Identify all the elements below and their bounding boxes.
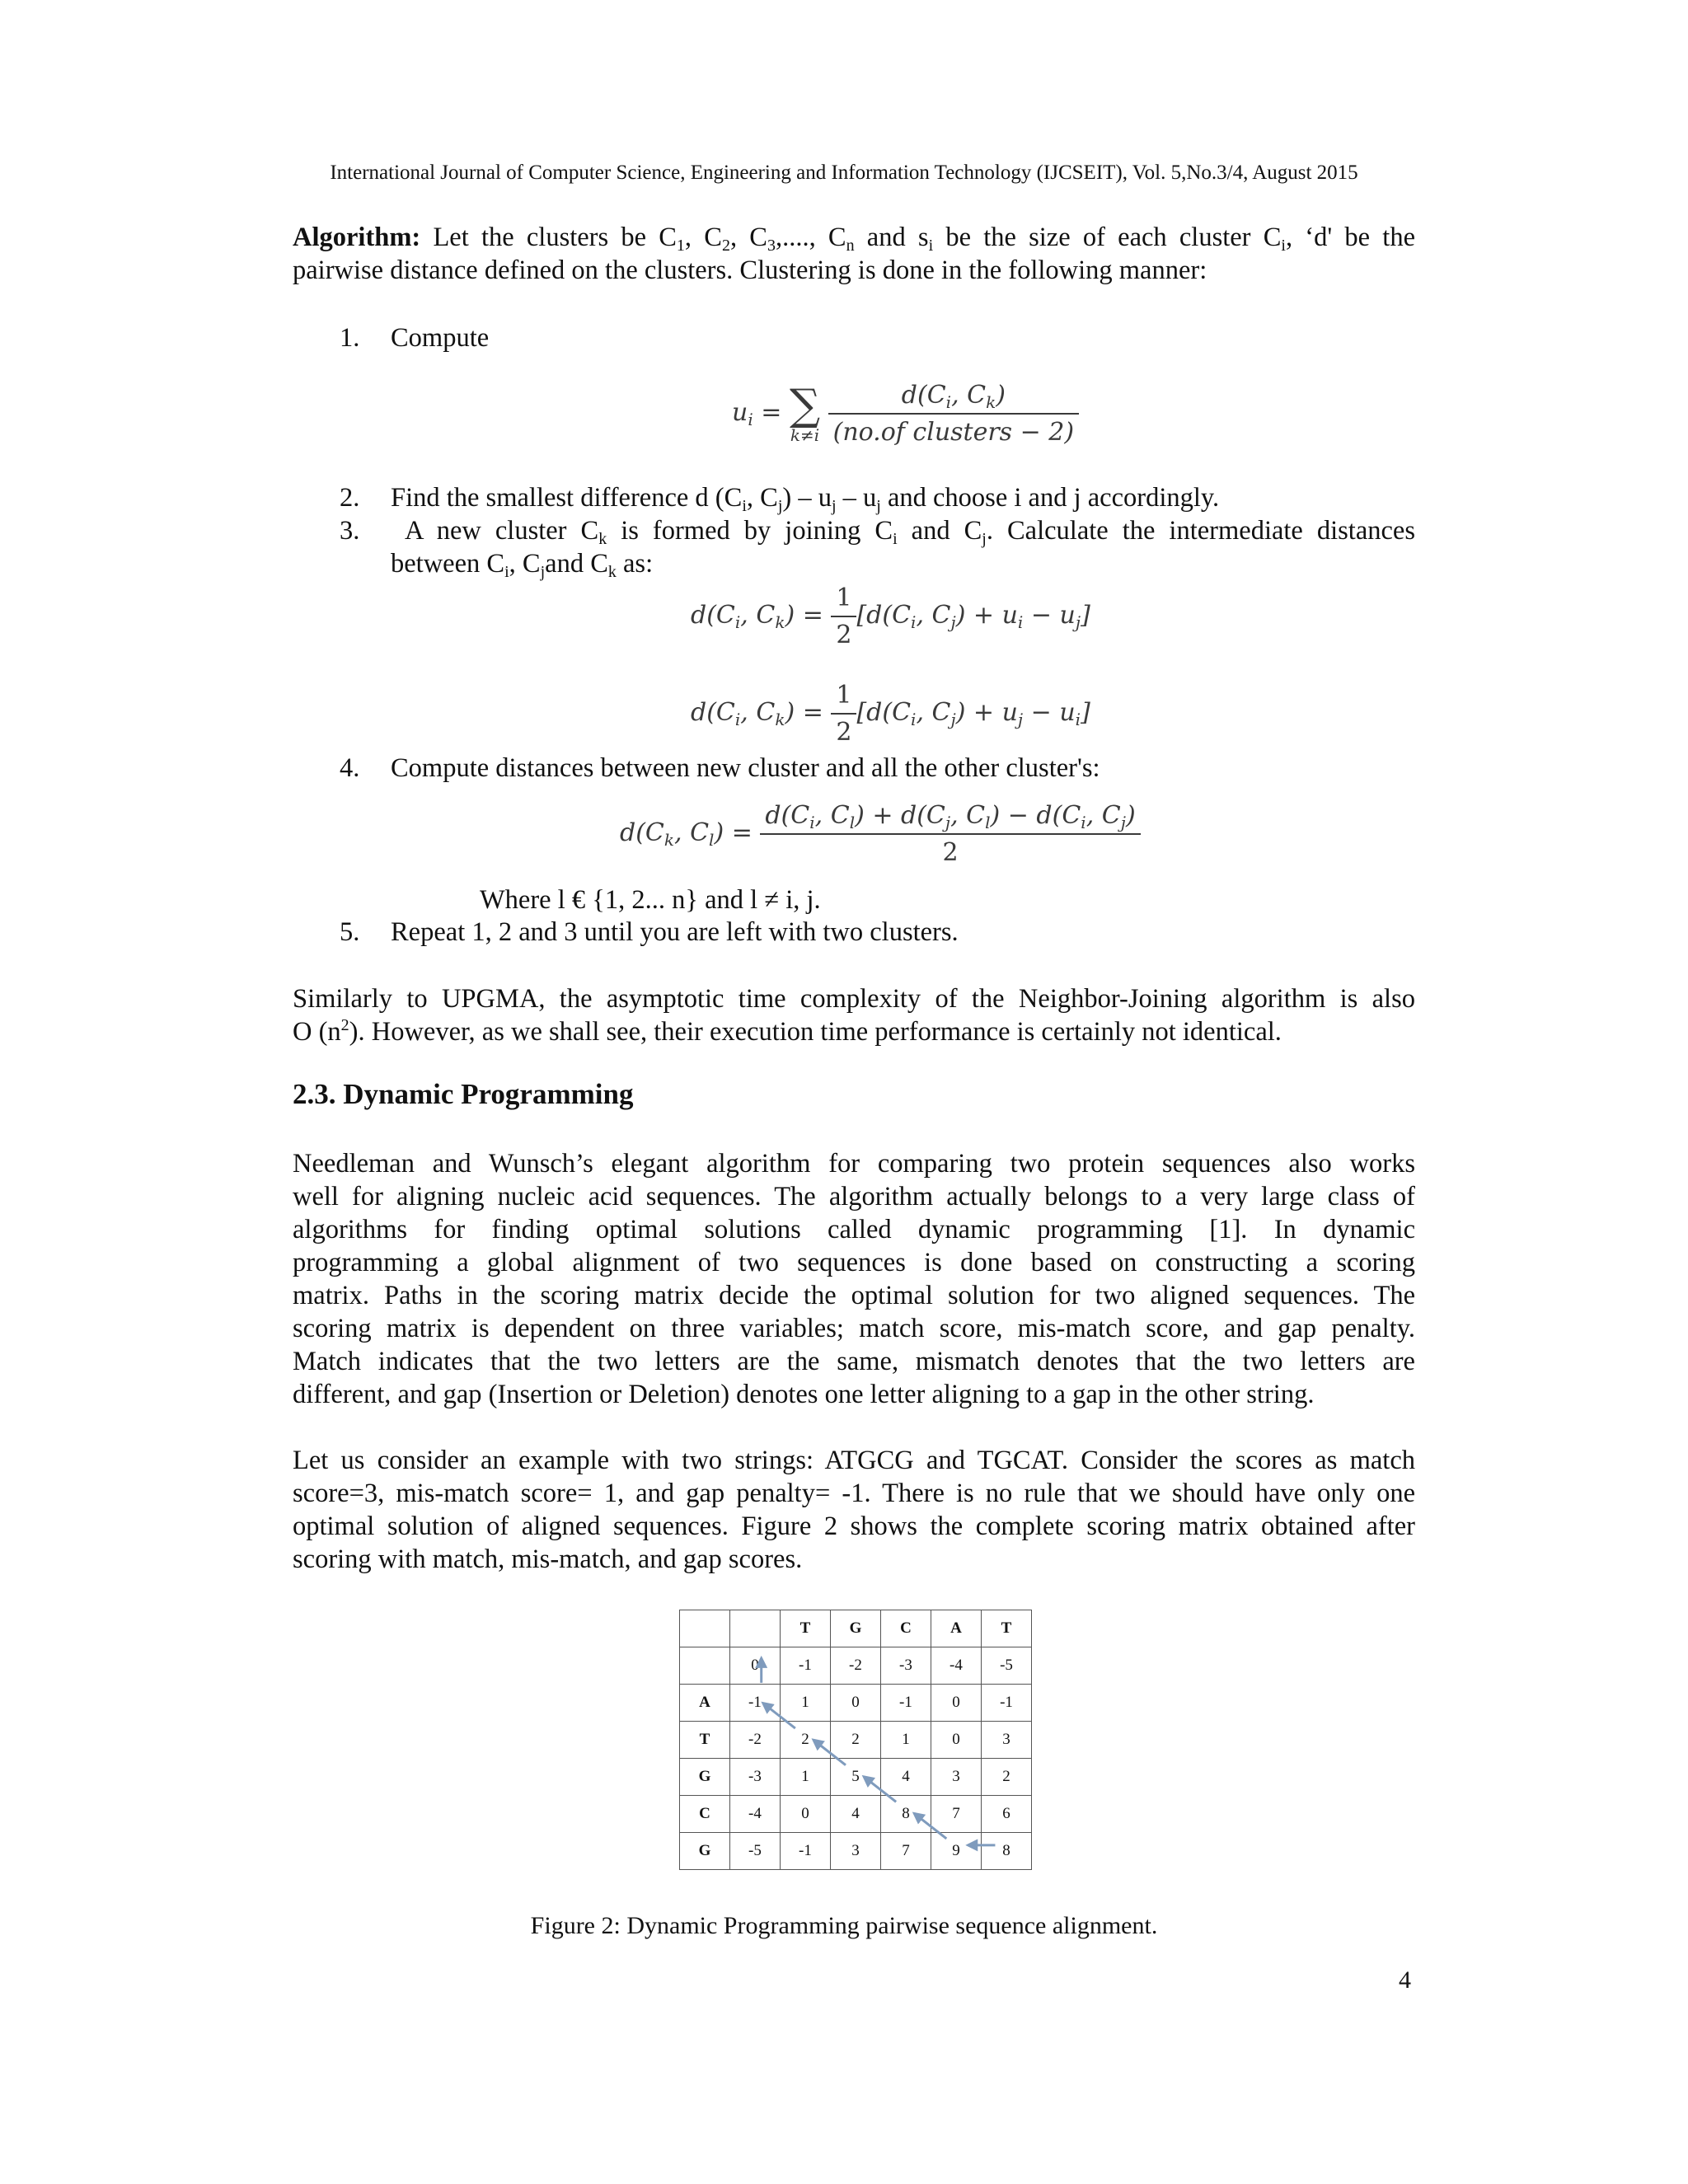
table-cell: -1 xyxy=(981,1685,1031,1722)
page-number: 4 xyxy=(1399,1966,1411,1994)
journal-header: International Journal of Computer Science, Engineering and Information Technology (IJCSEIT), Vol. 5,No.3/4, August 2015 xyxy=(330,162,1358,184)
table-cell: -3 xyxy=(729,1759,780,1796)
table-header-cell: G xyxy=(680,1759,730,1796)
table-header-cell: T xyxy=(680,1722,730,1759)
table-cell: 0 xyxy=(780,1796,830,1833)
table-cell: 1 xyxy=(880,1722,931,1759)
equation-d-ci-ck-2: $d(C_i$, $C_k$) = $\frac{1}{2}$ [$d(C_i$, $C_j) + u_j - u_i$] xyxy=(691,681,1090,747)
table-cell: 2 xyxy=(780,1722,830,1759)
table-cell: 4 xyxy=(880,1759,931,1796)
figure-caption: Figure 2: Dynamic Programming pairwise sequence alignment. xyxy=(530,1912,1158,1939)
algorithm-intro-line-1: Algorithm: Let the clusters be $C_1$, $C_2$, $C_3$,...., $C_n$ and $s_i$ be the size of each cluster $C_i$, ‘d' be the xyxy=(293,223,1415,255)
table-header-cell: A xyxy=(680,1685,730,1722)
table-cell: -5 xyxy=(729,1833,780,1870)
equation-u-i: $u_i$ = ∑ k≠i $\frac{d(C_i, C_k)}{\text{(no.of clusters − 2)}}$ xyxy=(732,381,1079,447)
table-cell: -2 xyxy=(830,1647,880,1685)
table-cell: 8 xyxy=(880,1796,931,1833)
algorithm-intro xyxy=(293,221,1415,287)
table-row xyxy=(680,1722,1032,1759)
table-header-cell: T xyxy=(981,1610,1031,1647)
where-clause: Where l € {1, 2... n} and l ≠ i, j. xyxy=(480,885,821,915)
table-cell: 3 xyxy=(931,1759,981,1796)
table-cell: -3 xyxy=(880,1647,931,1685)
table-header-cell: G xyxy=(830,1610,880,1647)
table-header-cell: T xyxy=(780,1610,830,1647)
table-cell: 2 xyxy=(981,1759,1031,1796)
table-cell: -5 xyxy=(981,1647,1031,1685)
table-header-cell xyxy=(680,1610,730,1647)
table-header-cell: G xyxy=(680,1833,730,1870)
table-cell: 6 xyxy=(981,1796,1031,1833)
table-cell: -4 xyxy=(729,1796,780,1833)
table-cell: 0 xyxy=(931,1685,981,1722)
table-row xyxy=(680,1833,1032,1870)
table-cell: 3 xyxy=(830,1833,880,1870)
table-cell: 1 xyxy=(780,1759,830,1796)
table-cell: -1 xyxy=(880,1685,931,1722)
table-cell: -1 xyxy=(729,1685,780,1722)
table-cell: -2 xyxy=(729,1722,780,1759)
example-paragraph: Let us consider an example with two strings: ATGCG and TGCAT. Consider the scores as match score=3, mis-match score= 1, and gap penalty= -1. There is no rule that we should have only one optimal solution of aligned sequences. Figure 2 shows the complete scoring matrix obtained after scoring with match, mis-match, and gap scores. xyxy=(293,1446,1415,1574)
paper-page: International Journal of Computer Science, Engineering and Information Technology (IJCSEIT), Vol. 5,No.3/4, August 2015 Algorithm: Let the clusters be $C_1$, $C_2$, $C_3$,...., $C_n$ and $s_i$ be the size of each cluster $C_i$, ‘d' be the pairwise distance defined on the clusters. Clustering is done in the following manner: 1. Compute $u_i$ = ∑ k≠i $\frac{d(C_i, C_k)}{\text{(no.of clusters − 2)}}$ 2. Find the smallest difference d ($C_i$, $C_j) - u_j - u_j$ and choose i and j accordingly. 3. A new cluster $C_k$ is formed by joining $C_i$ and $C_j$. Calculate the intermediate distances between $C_i$, $C_jand$ $C_k$ as: $d(C_i$, $C_k$) = $\frac{1}{2}$ [$d(C_i$, $C_j) + u_i - u_j$] $d(C_i$, $C_k$) = $\frac{1}{2}$ [$d(C_i$, $C_j) + u_j - u_i$] 4. Compute distances between new cluster and all the other cluster's: $d(C_k$, $C_l$) = $\frac{d(C_i, C_l) + d(C_j, C_l) - d(C_i, C_j)}{2}$ Where l € {1, 2... n} and l ≠ i, j. 5. Repeat 1, 2 and 3 until you are left with two clusters. Similarly to UPGMA, the asymptotic time complexity of the Neighbor-Joining algorithm is also O $(n^2)$. However, as we shall see, their execution time performance is certainly not identical. 2.3. Dynamic Programming Needleman and Wunsch’s elegant algorithm for comparing two protein sequences also works well for aligning nucleic acid sequences. The algorithm actually belongs to a very large class of algorithms for finding optimal solutions called dynamic programming [1]. In dynamic programming a global alignment of two sequences is done based on constructing a scoring matrix. Paths in the scoring matrix decide the optimal solution for two aligned sequences. The scoring matrix is dependent on three variables; match score, mis-match score, and gap penalty. Match indicates that the two letters are the same, mismatch denotes that the two letters are different, and gap (Insertion or Deletion) denotes one letter aligning to a gap in the other string. Let us consider an example with two strings: ATGCG and TGCAT. Consider the scores as match score=3, mis-match score= 1, and gap penalty= -1. There is no rule that we should have only one optimal solution of aligned sequences. Figure 2 shows the complete scoring matrix obtained after scoring with match, mis-match, and gap scores. T G C A T 0 -1 -2 -3 -4 -5 A -1 1 0 -1 0 -1 T -2 2 2 1 0 3 G -3 1 5 4 3 2 C -4 0 4 8 7 6 G -5 -1 3 7 9 8 Figure 2: Dynamic Programming pairwise sequence alignment. 4 xyxy=(0,0,1688,2184)
table-row xyxy=(680,1647,1032,1685)
table-cell: 0 xyxy=(729,1647,780,1685)
table-cell: -1 xyxy=(780,1647,830,1685)
table-header-cell xyxy=(680,1647,730,1685)
table-header-cell: C xyxy=(880,1610,931,1647)
table-cell: 2 xyxy=(830,1722,880,1759)
table-header-cell: A xyxy=(931,1610,981,1647)
table-cell: 3 xyxy=(981,1722,1031,1759)
table-cell: -1 xyxy=(780,1833,830,1870)
table-cell: -4 xyxy=(931,1647,981,1685)
scoring-matrix-table xyxy=(679,1610,1032,1870)
table-row xyxy=(680,1759,1032,1796)
dp-paragraph: Needleman and Wunsch’s elegant algorithm for comparing two protein sequences also works well for aligning nucleic acid sequences. The algorithm actually belongs to a very large class of algorithms for finding optimal solutions called dynamic programming [1]. In dynamic programming a global alignment of two sequences is done based on constructing a scoring matrix. Paths in the scoring matrix decide the optimal solution for two aligned sequences. The scoring matrix is dependent on three variables; match score, mis-match score, and gap penalty. Match indicates that the two letters are the same, mismatch denotes that the two letters are different, and gap (Insertion or Deletion) denotes one letter aligning to a gap in the other string. xyxy=(293,1149,1415,1409)
table-header-cell: C xyxy=(680,1796,730,1833)
table-cell: 0 xyxy=(830,1685,880,1722)
table-cell: 8 xyxy=(981,1833,1031,1870)
table-cell: 7 xyxy=(931,1796,981,1833)
table-header-row xyxy=(680,1610,1032,1647)
table-cell: 1 xyxy=(780,1685,830,1722)
table-cell: 0 xyxy=(931,1722,981,1759)
upgma-paragraph: Similarly to UPGMA, the asymptotic time complexity of the Neighbor-Joining algorithm is also O $(n^2)$. However, as we shall see, their execution time performance is certainly not identical. xyxy=(293,984,1415,1047)
table-row xyxy=(680,1685,1032,1722)
table-row xyxy=(680,1796,1032,1833)
section-heading: 2.3. Dynamic Programming xyxy=(293,1078,634,1110)
equation-d-ci-ck-1: $d(C_i$, $C_k$) = $\frac{1}{2}$ [$d(C_i$, $C_j) + u_i - u_j$] xyxy=(691,583,1090,649)
table-cell: 7 xyxy=(880,1833,931,1870)
table-cell: 4 xyxy=(830,1796,880,1833)
algorithm-label: Algorithm: xyxy=(293,223,421,252)
table-header-cell xyxy=(729,1610,780,1647)
table-cell: 9 xyxy=(931,1833,981,1870)
equation-d-ck-cl: $d(C_k$, $C_l$) = $\frac{d(C_i, C_l) + d(C_j, C_l) - d(C_i, C_j)}{2}$ xyxy=(620,801,1141,867)
algorithm-intro-line-2: pairwise distance defined on the clusters. Clustering is done in the following manner: xyxy=(293,255,1207,285)
table-cell: 5 xyxy=(830,1759,880,1796)
